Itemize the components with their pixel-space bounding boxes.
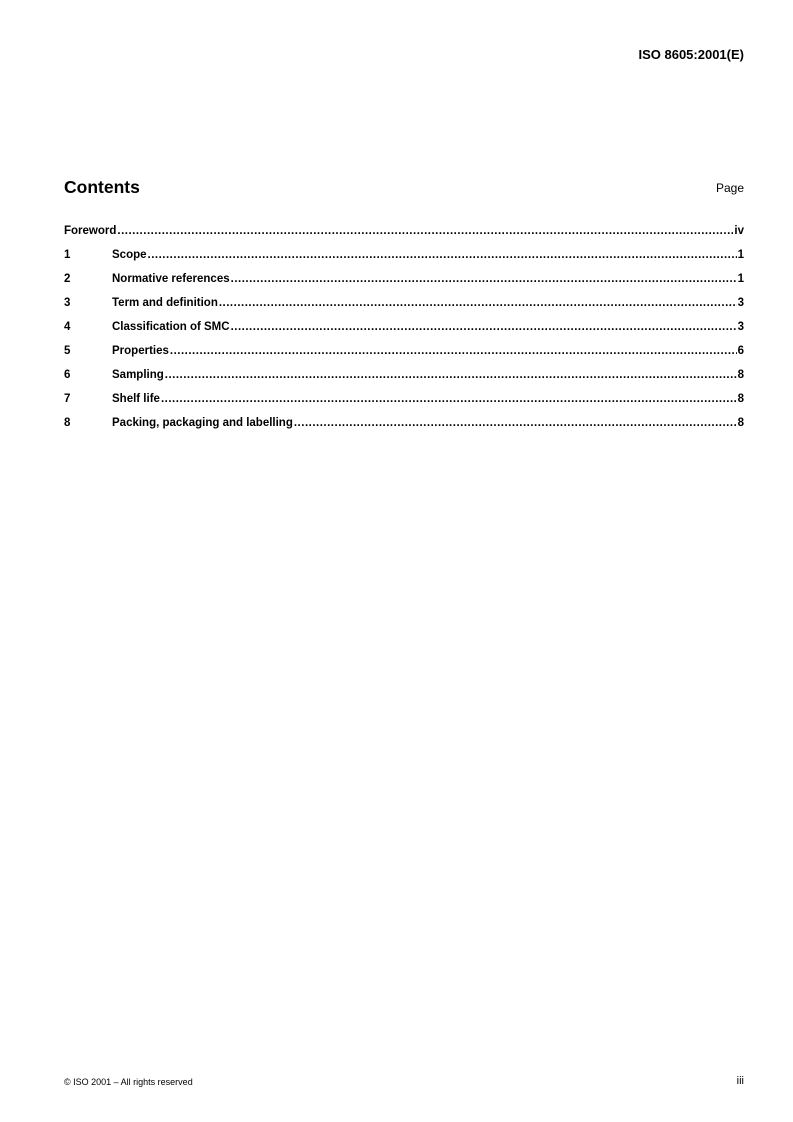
toc-entry-shelf-life[interactable]: [64, 392, 744, 416]
toc-dot-leader: [170, 344, 737, 359]
toc-entry-normative-references[interactable]: [64, 272, 744, 296]
toc-entry-title: Term and definition: [112, 297, 218, 309]
toc-entry-number: 4: [64, 321, 71, 333]
toc-entry-title: Properties: [112, 345, 169, 357]
toc-entry-number: 1: [64, 249, 71, 261]
toc-entry-scope[interactable]: [64, 248, 744, 272]
toc-dot-leader: [219, 296, 737, 311]
toc-entry-page: 8: [737, 393, 744, 405]
document-id: ISO 8605:2001(E): [638, 47, 744, 62]
toc-entry-title: Sampling: [112, 369, 164, 381]
toc-entry-term-and-definition[interactable]: [64, 296, 744, 320]
toc-entry-number: 2: [64, 273, 71, 285]
toc-entry-page: iv: [734, 225, 744, 237]
toc-dot-leader: [165, 368, 737, 383]
toc-entry-page: 6: [737, 345, 744, 357]
toc-entry-title: Classification of SMC: [112, 321, 230, 333]
page-column-label: Page: [715, 181, 744, 195]
toc-entry-page: 3: [737, 297, 744, 309]
toc-entry-page: 1: [737, 273, 744, 285]
toc-entry-title: Normative references: [112, 273, 230, 285]
toc-entry-page: 3: [737, 321, 744, 333]
toc-entry-number: 3: [64, 297, 71, 309]
toc-entry-properties[interactable]: [64, 344, 744, 368]
toc-entry-title: Foreword: [64, 225, 117, 237]
toc-dot-leader: [117, 224, 733, 239]
toc-dot-leader: [231, 320, 737, 335]
table-of-contents: [64, 224, 744, 440]
footer-page-number: iii: [736, 1075, 744, 1087]
toc-entry-number: 8: [64, 417, 71, 429]
toc-entry-number: 5: [64, 345, 71, 357]
toc-dot-leader: [148, 248, 737, 263]
toc-entry-number: 7: [64, 393, 71, 405]
toc-entry-sampling[interactable]: [64, 368, 744, 392]
toc-entry-title: Scope: [112, 249, 147, 261]
toc-dot-leader: [231, 272, 737, 287]
toc-entry-page: 8: [737, 417, 744, 429]
toc-entry-page: 1: [737, 249, 744, 261]
toc-entry-title: Packing, packaging and labelling: [112, 417, 293, 429]
toc-entry-packing-packaging-labelling[interactable]: [64, 416, 744, 440]
toc-dot-leader: [294, 416, 737, 431]
toc-entry-title: Shelf life: [112, 393, 160, 405]
toc-entry-foreword[interactable]: [64, 224, 744, 248]
toc-entry-number: 6: [64, 369, 71, 381]
contents-heading: Contents: [64, 177, 140, 197]
toc-dot-leader: [161, 392, 737, 407]
footer-copyright: © ISO 2001 – All rights reserved: [64, 1077, 193, 1087]
toc-entry-classification-of-smc[interactable]: [64, 320, 744, 344]
toc-entry-page: 8: [737, 369, 744, 381]
